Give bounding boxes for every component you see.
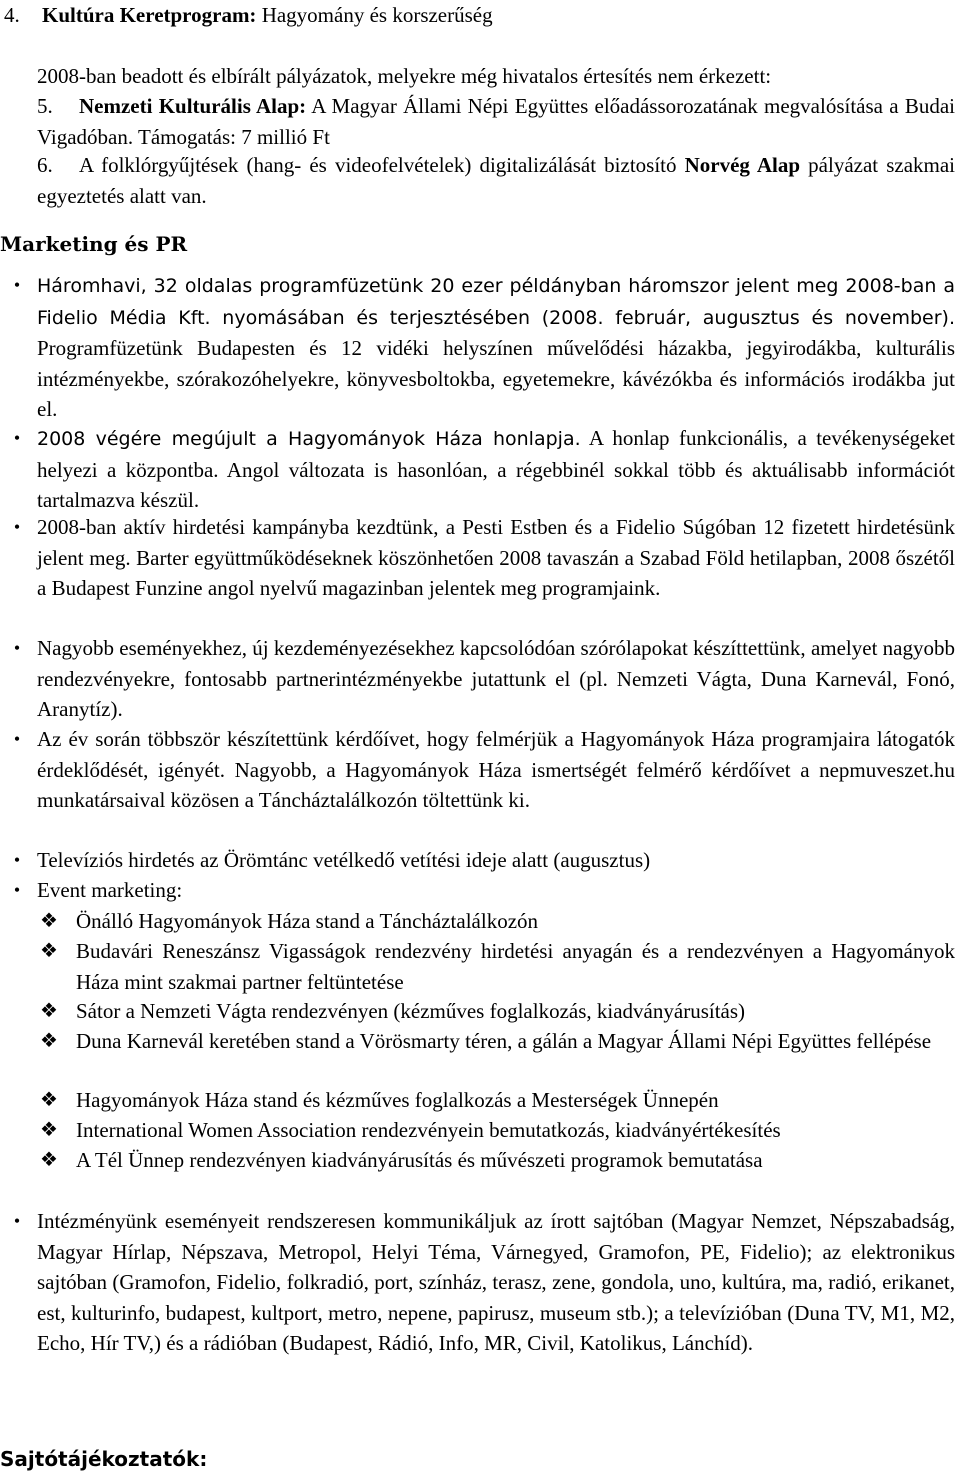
marketing-heading: Marketing és PR <box>0 232 188 256</box>
diamond-bullet-icon: ❖ <box>40 940 58 962</box>
item-text-continued: pályázat szakmai egyeztetés alatt van. <box>37 153 956 208</box>
bullet-icon: • <box>13 880 21 900</box>
section-4-heading <box>4 0 493 31</box>
bullet-item <box>13 1206 955 1359</box>
bullet-text: Az év során többször készítettünk kérdőívet, hogy felmérjük a Hagyományok Háza programjaira látogatók érdeklődését, igényét. Nagyobb, a Hagyományok Háza ismertségét felmérő kérdőívet a nepmuveszet.hu munkatársaival közösen a Táncháztalálkozón töltettünk ki. <box>37 727 955 812</box>
event-text: International Women Association rendezvényein bemutatkozás, kiadványértékesítés <box>76 1118 781 1142</box>
bullet-item <box>13 875 955 906</box>
bullet-icon: • <box>13 850 21 870</box>
diamond-bullet-icon: ❖ <box>40 1000 58 1022</box>
item-bold-label: Norvég Alap <box>684 153 801 177</box>
bullet-item <box>13 724 955 816</box>
diamond-bullet-icon: ❖ <box>40 1149 58 1171</box>
bullet-item <box>13 270 955 425</box>
event-item <box>40 1085 955 1116</box>
event-text: Budavári Reneszánsz Vigasságok rendezvény hirdetési anyagán és a rendezvényen a Hagyományok Háza mint szakmai partner feltüntetése <box>76 939 955 994</box>
bullet-icon: • <box>13 1211 21 1231</box>
item-text: A folklórgyűjtések (hang- és videofelvételek) digitalizálását biztosító <box>79 153 685 177</box>
bullet-text-sans: Háromhavi, 32 oldalas programfüzetünk 20 ezer példányban háromszor jelent meg 2008-ban a Fidelio Média Kft. nyomásában és terjesztésében (2008. február, augusztus és november). <box>37 275 955 329</box>
section-label: Kultúra Keretprogram: <box>42 3 257 27</box>
bullet-icon: • <box>13 638 21 658</box>
item-text: A Magyar Állami Népi Együttes előadássorozatának megvalósítása a Budai Vigadóban. Támogatás: 7 millió Ft <box>37 94 955 149</box>
diamond-bullet-icon: ❖ <box>40 1030 58 1052</box>
bullet-text: Intézményünk eseményeit rendszeresen kommunikáljuk az írott sajtóban (Magyar Nemzet, Népszabadság, Magyar Hírlap, Népszava, Metropol, Helyi Téma, Várnegyed, Gramofon, PE, Fidelio); az elektronikus sajtóban (Gramofon, Fidelio, folkradió, port, színház, terasz, zene, gondola, uno, kultúra, ma, radió, erikanet, est, kulturinfo, budapest, kultport, metro, nepene, papirusz, museum stb.); a televízióban (Duna TV, M1, M2, Echo, Hír TV,) és a rádióban (Budapest, Rádió, Info, MR, Civil, Katolikus, Lánchíd). <box>37 1209 955 1355</box>
event-text: Duna Karnevál keretében stand a Vörösmarty téren, a gálán a Magyar Állami Népi Együttes fellépése <box>76 1029 932 1053</box>
bullet-icon: • <box>13 517 21 537</box>
bullet-text-sans: 2008 végére megújult a Hagyományok Háza honlapja. <box>37 428 581 450</box>
bullet-item <box>13 512 955 604</box>
item-number: 5. <box>37 94 53 118</box>
diamond-bullet-icon: ❖ <box>40 1119 58 1141</box>
numbered-item-5 <box>37 91 955 152</box>
item-bold-label: Nemzeti Kulturális Alap: <box>79 94 307 118</box>
bullet-text: Televíziós hirdetés az Örömtánc vetélkedő vetítési ideje alatt (augusztus) <box>37 848 651 872</box>
numbered-item-6 <box>37 150 955 211</box>
event-text: Hagyományok Háza stand és kézműves foglalkozás a Mesterségek Ünnepén <box>76 1088 719 1112</box>
intro-paragraph: 2008-ban beadott és elbírált pályázatok, melyekre még hivatalos értesítés nem érkezett: <box>37 64 772 88</box>
bullet-icon: • <box>13 729 21 749</box>
event-item <box>40 1115 955 1146</box>
event-text: A Tél Ünnep rendezvényen kiadványárusítás és művészeti programok bemutatása <box>76 1148 763 1172</box>
section-subtitle: Hagyomány és korszerűség <box>256 3 493 27</box>
event-item <box>40 906 955 937</box>
diamond-bullet-icon: ❖ <box>40 1089 58 1111</box>
bullet-item <box>13 423 955 516</box>
bullet-item <box>13 633 955 725</box>
event-item <box>40 936 955 997</box>
event-item <box>40 996 955 1027</box>
bullet-item <box>13 845 955 876</box>
bullet-text: 2008-ban aktív hirdetési kampányba kezdtünk, a Pesti Estben és a Fidelio Súgóban 12 fizetett hirdetésünk jelent meg. Barter együttműködéseknek köszönhetően 2008 tavaszán a Szabad Föld hetilapban, 2008 őszétől a Budapest Funzine angol nyelvű magazinban jelentek meg programjaink. <box>37 515 955 600</box>
bullet-text: Nagyobb eseményekhez, új kezdeményezésekhez kapcsolódóan szórólapokat készíttettünk, amelyet nagyobb rendezvényekre, fontosabb partnerintézményekbe jutattunk el (pl. Nemzeti Vágta, Duna Karnevál, Fonó, Aranytíz). <box>37 636 955 721</box>
bullet-text: Event marketing: <box>37 878 183 902</box>
bullet-text: Programfüzetünk Budapesten és 12 vidéki helyszínen művelődési házakba, jegyirodákba, kulturális intézményekbe, szórakozóhelyekre, könyvesboltokba, egyetemekre, kávézókba és információs irodákba jut el. <box>37 336 955 421</box>
bullet-icon: • <box>13 275 21 295</box>
event-item <box>40 1145 955 1176</box>
bullet-icon: • <box>13 428 21 448</box>
section-number: 4. <box>4 3 20 27</box>
item-number: 6. <box>37 153 53 177</box>
diamond-bullet-icon: ❖ <box>40 910 58 932</box>
bullet-text: A honlap funkcionális, a tevékenységeket helyezi a központba. Angol változata is hasonlóan, a régebbinél sokkal több és aktuálisabb információt tartalmazva készül. <box>37 426 955 512</box>
event-item <box>40 1026 955 1057</box>
press-conferences-heading: Sajtótájékoztatók: <box>0 1447 208 1471</box>
event-text: Sátor a Nemzeti Vágta rendezvényen (kézműves foglalkozás, kiadványárusítás) <box>76 999 746 1023</box>
event-text: Önálló Hagyományok Háza stand a Táncháztalálkozón <box>76 909 539 933</box>
